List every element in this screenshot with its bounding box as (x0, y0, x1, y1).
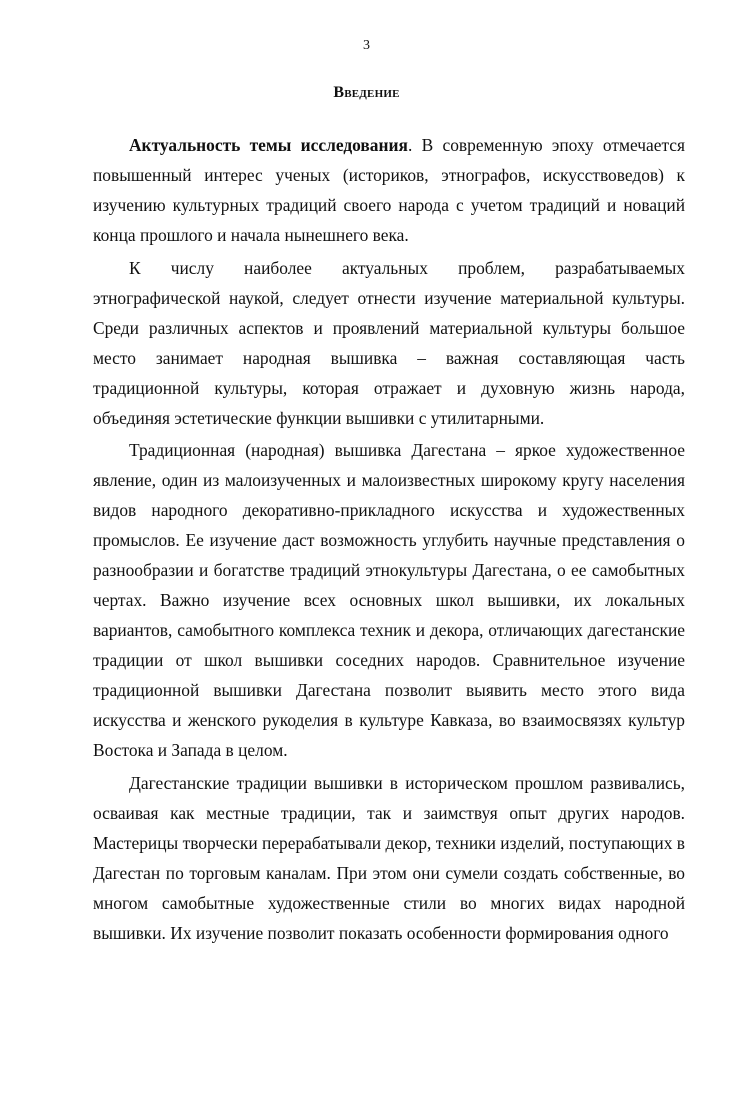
paragraph-text: . В современную эпоху отмечается повышенный интерес ученых (историков, этнографов, искусствоведов) к изучению культурных традиций своего народа с учетом традиций и новаций конца прошлого и начала нынешнего века. (93, 135, 686, 245)
paragraph-text: Дагестанские традиции вышивки в историческом прошлом развивались, осваивая как местные традиции, так и заимствуя опыт других народов. Мастерицы творчески перерабатывали декор, техники изделий, поступающих в Дагестан по торговым каналам. При этом они сумели создать собственные, во многом самобытные художественные стили во многих видах народной вышивки. Их изучение позволит показать особенности формирования одного (93, 772, 685, 943)
paragraph-text: К числу наиболее актуальных проблем, разрабатываемых этнографической наукой, следует отнести изучение материальной культуры. Среди различных аспектов и проявлений материальной культуры большое место занимает народная вышивка – важная составляющая часть традиционной культуры, которая отражает и духовную жизнь народа, объединяя эстетические функции вышивки с утилитарными. (93, 257, 685, 428)
page-number: 3 (363, 38, 370, 53)
paragraph-text: Традиционная (народная) вышивка Дагестана – яркое художественное явление, один из малоизученных и малоизвестных широкому кругу населения видов народного декоративно-прикладного искусства и художественных промыслов. Ее изучение даст возможность углубить научные представления о разнообразии и богатстве традиций этнокультуры Дагестана, о ее самобытных чертах. Важно изучение всех основных школ вышивки, их локальных вариантов, самобытного комплекса техник и декора, отличающих дагестанские традиции от школ вышивки соседних народов. Сравнительное изучение традиционной вышивки Дагестана позволит выявить место этого вида искусства и женского рукоделия в культуре Кавказа, во взаимосвязях культур Востока и Запада в целом. (93, 440, 685, 760)
section-title: Введение (333, 84, 400, 101)
paragraph-lead-bold: Актуальность темы исследования (129, 135, 408, 155)
paragraph-4 (93, 768, 685, 948)
paragraph-3 (93, 435, 685, 765)
body-text (93, 130, 685, 950)
paragraph-2 (93, 253, 685, 433)
paragraph-1 (93, 130, 685, 250)
